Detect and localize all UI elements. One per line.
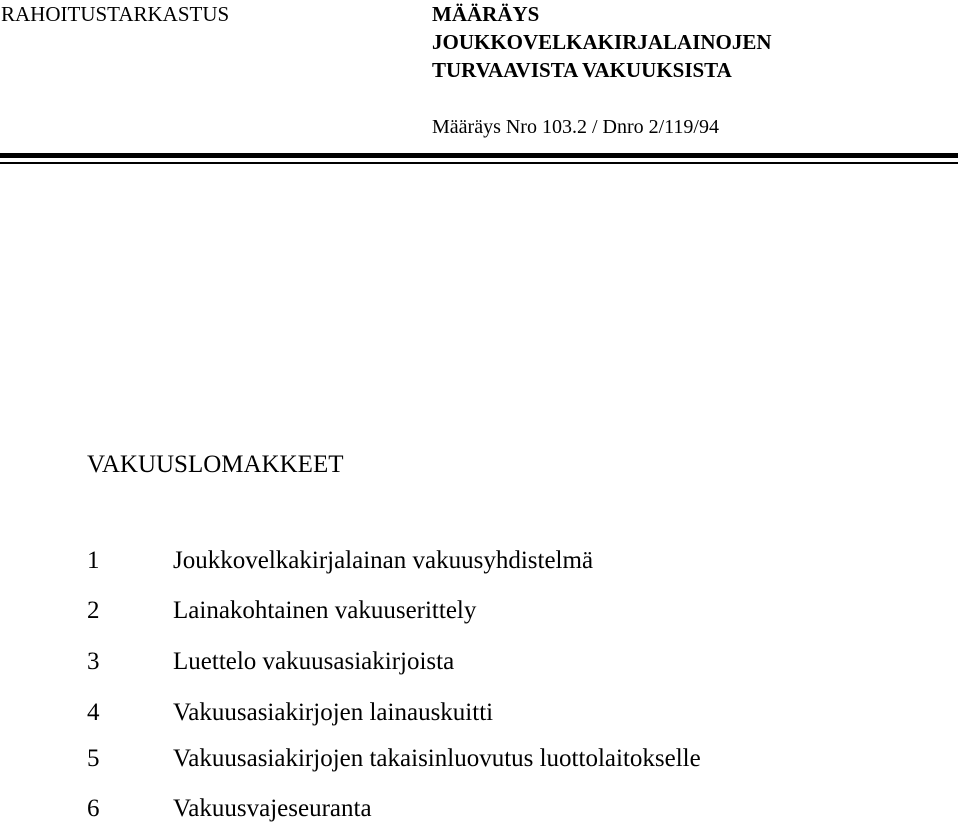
list-item [0, 647, 960, 677]
regulation-reference: Määräys Nro 103.2 / Dnro 2/119/94 [432, 116, 719, 138]
list-item [0, 596, 960, 626]
list-item [0, 744, 960, 774]
issuer-name: RAHOITUSTARKASTUS [1, 2, 230, 26]
section-heading: VAKUUSLOMAKKEET [87, 451, 344, 478]
title-line: JOUKKOVELKAKIRJALAINOJEN [432, 30, 772, 54]
item-label: Luettelo vakuusasiakirjoista [173, 648, 455, 675]
list-item [0, 794, 960, 824]
title-line: TURVAAVISTA VAKUUKSISTA [432, 58, 732, 82]
item-label: Vakuusasiakirjojen lainauskuitti [173, 699, 494, 726]
item-label: Joukkovelkakirjalainan vakuusyhdistelmä [173, 547, 594, 574]
header-divider-thin [0, 162, 958, 164]
title-line: MÄÄRÄYS [432, 2, 540, 26]
item-number: 4 [87, 699, 100, 726]
list-item [0, 698, 960, 728]
item-number: 5 [87, 745, 100, 772]
item-number: 2 [87, 597, 100, 624]
header-divider-thick [0, 153, 958, 158]
item-label: Vakuusvajeseuranta [173, 795, 372, 822]
list-item [0, 546, 960, 576]
item-number: 1 [87, 547, 100, 574]
item-number: 6 [87, 795, 100, 822]
item-label: Vakuusasiakirjojen takaisinluovutus luottolaitokselle [173, 745, 701, 772]
item-number: 3 [87, 648, 100, 675]
item-label: Lainakohtainen vakuuserittely [173, 597, 477, 624]
